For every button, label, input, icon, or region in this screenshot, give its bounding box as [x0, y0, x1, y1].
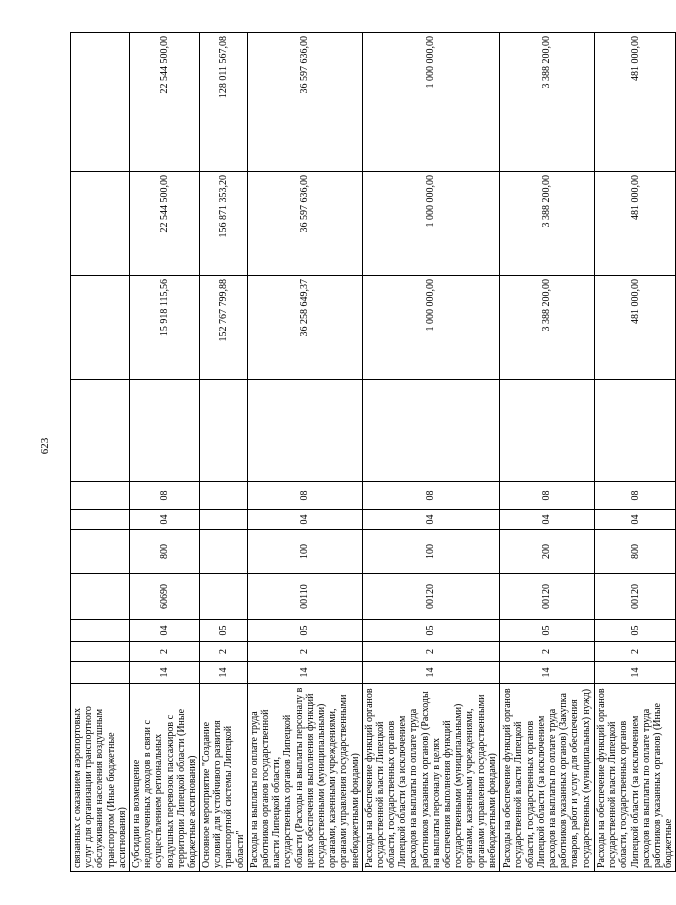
amount-year-2: 1 000 000,00: [362, 172, 499, 276]
code-activity: 05: [200, 620, 248, 642]
code-subsection: [200, 482, 248, 510]
code-subprogram: [71, 642, 130, 662]
row-name: Субсидии на возмещение недополученных доходов в связи с осуществлением региональных воздушных перевозок пассажиров с территории Липецкой области (Иные бюджетные ассигнования): [129, 684, 199, 872]
amount-year-2: [71, 172, 130, 276]
code-subsection: 08: [129, 482, 199, 510]
budget-table: [70, 32, 676, 872]
empty-cell: [129, 380, 199, 482]
code-program: 14: [362, 662, 499, 684]
empty-cell: [499, 380, 594, 482]
amount-year-3: 36 597 636,00: [247, 33, 362, 172]
code-direction: 00110: [247, 574, 362, 620]
row-name: Расходы на обеспечение функций органов государственной власти Липецкой области, государственных органов Липецкой области (за исключением расходов на выплаты по оплате труда работников указанных органов) (Закупка товаров, работ и услуг для обеспечения государственных (муниципальных) нужд): [499, 684, 594, 872]
amount-year-3: 22 544 500,00: [129, 33, 199, 172]
amount-year-1: 15 918 115,56: [129, 276, 199, 380]
code-subprogram: 2: [129, 642, 199, 662]
row-name: Расходы на выплаты по оплате труда работников органов государственной власти Липецкой области, государственных органов Липецкой области (Расходы на выплаты персоналу в целях обеспечения выполнения функций государственными (муниципальными) органами, казенными учреждениями, органами управления государственными внебюджетными фондами): [247, 684, 362, 872]
amount-year-1: 481 000,00: [594, 276, 675, 380]
code-direction: 00120: [499, 574, 594, 620]
code-activity: [71, 620, 130, 642]
table-row: [499, 33, 594, 872]
empty-cell: [71, 380, 130, 482]
code-activity: 05: [247, 620, 362, 642]
code-subsection: 08: [247, 482, 362, 510]
amount-year-2: 22 544 500,00: [129, 172, 199, 276]
table-row: [362, 33, 499, 872]
table-row: [71, 33, 130, 872]
code-expense-type: [200, 530, 248, 574]
code-activity: 05: [594, 620, 675, 642]
amount-year-2: 3 388 200,00: [499, 172, 594, 276]
amount-year-3: 128 011 567,08: [200, 33, 248, 172]
code-subsection: 08: [594, 482, 675, 510]
code-expense-type: 800: [129, 530, 199, 574]
code-activity: 05: [362, 620, 499, 642]
code-section: 04: [129, 510, 199, 530]
code-program: 14: [594, 662, 675, 684]
amount-year-3: 481 000,00: [594, 33, 675, 172]
row-name: связанных с оказанием аэропортовых услуг для организации транспортного обслуживания населения воздушным транспортом (Иные бюджетные ассигнования): [71, 684, 130, 872]
code-program: 14: [247, 662, 362, 684]
code-expense-type: 200: [499, 530, 594, 574]
code-direction: 60690: [129, 574, 199, 620]
budget-table-container: [70, 32, 675, 872]
amount-year-1: 36 258 649,37: [247, 276, 362, 380]
code-direction: [71, 574, 130, 620]
code-section: [200, 510, 248, 530]
row-name: Основное мероприятие "Создание условий для устойчивого развития транспортной системы Липецкой области": [200, 684, 248, 872]
code-subsection: [71, 482, 130, 510]
amount-year-1: 152 767 799,88: [200, 276, 248, 380]
code-expense-type: 800: [594, 530, 675, 574]
amount-year-3: 3 388 200,00: [499, 33, 594, 172]
table-row: [200, 33, 248, 872]
code-program: 14: [129, 662, 199, 684]
empty-cell: [594, 380, 675, 482]
page-number: 623: [39, 437, 51, 455]
code-direction: [200, 574, 248, 620]
amount-year-2: 156 871 353,20: [200, 172, 248, 276]
code-expense-type: [71, 530, 130, 574]
code-subsection: 08: [499, 482, 594, 510]
code-direction: 00120: [362, 574, 499, 620]
code-direction: 00120: [594, 574, 675, 620]
row-name: Расходы на обеспечение функций органов государственной власти Липецкой области, государственных органов Липецкой области (за исключением расходов на выплаты по оплате труда работников указанных органов) (Иные бюджетные: [594, 684, 675, 872]
code-section: 04: [362, 510, 499, 530]
empty-cell: [362, 380, 499, 482]
code-section: 04: [594, 510, 675, 530]
code-program: 14: [200, 662, 248, 684]
code-program: 14: [499, 662, 594, 684]
code-subprogram: 2: [362, 642, 499, 662]
amount-year-3: [71, 33, 130, 172]
amount-year-3: 1 000 000,00: [362, 33, 499, 172]
code-subprogram: 2: [247, 642, 362, 662]
code-activity: 04: [129, 620, 199, 642]
code-section: 04: [247, 510, 362, 530]
code-activity: 05: [499, 620, 594, 642]
code-program: [71, 662, 130, 684]
code-subprogram: 2: [499, 642, 594, 662]
code-expense-type: 100: [247, 530, 362, 574]
code-section: 04: [499, 510, 594, 530]
code-subprogram: 2: [200, 642, 248, 662]
code-expense-type: 100: [362, 530, 499, 574]
row-name: Расходы на обеспечение функций органов государственной власти Липецкой области, государственных органов Липецкой области (за исключением расходов на выплаты по оплате труда работников указанных органов) (Расходы на выплаты персоналу в целях обеспечения выполнения функций государственными (муниципальными) органами, казенными учреждениями, органами управления государственными внебюджетными фондами): [362, 684, 499, 872]
code-subprogram: 2: [594, 642, 675, 662]
amount-year-1: 1 000 000,00: [362, 276, 499, 380]
table-row: [594, 33, 675, 872]
empty-cell: [200, 380, 248, 482]
amount-year-1: [71, 276, 130, 380]
code-subsection: 08: [362, 482, 499, 510]
table-row: [247, 33, 362, 872]
code-section: [71, 510, 130, 530]
empty-cell: [247, 380, 362, 482]
amount-year-1: 3 388 200,00: [499, 276, 594, 380]
table-row: [129, 33, 199, 872]
amount-year-2: 481 000,00: [594, 172, 675, 276]
amount-year-2: 36 597 636,00: [247, 172, 362, 276]
